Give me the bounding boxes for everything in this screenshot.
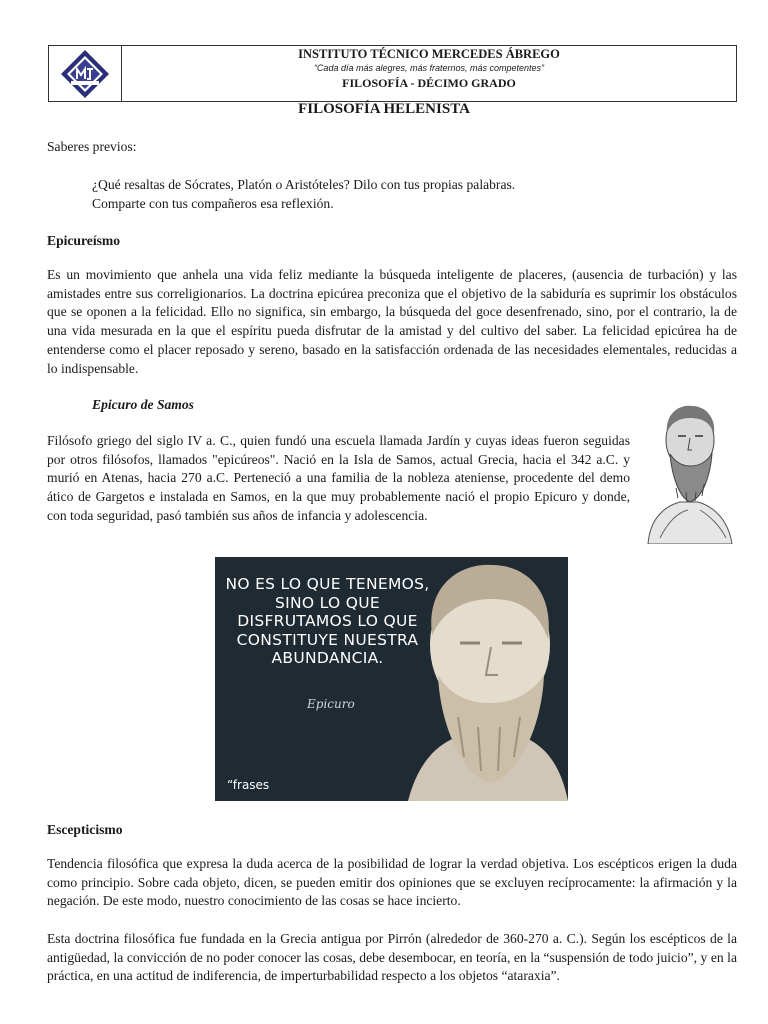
quote-text: NO ES LO QUE TENEMOS, SINO LO QUE DISFRUTAMOS LO QUE CONSTITUYE NUESTRA ABUNDANCIA.	[225, 575, 430, 667]
epicurus-heading: Epicuro de Samos	[92, 397, 194, 412]
skepticism-paragraph-2: Esta doctrina filosófica fue fundada en la Grecia antigua por Pirrón (alrededor de 360-270 a. C.). Según los escépticos de la antigüedad, la convicción de no poder conocer las cosas, debe desembocar, en teoría, en la “suspensión de todo juicio”, y en la práctica, en una actitud de indiferencia, de imperturbabilidad respecto a los objetos “ataraxia”.	[47, 931, 737, 984]
epicurus-portrait	[640, 398, 736, 544]
prior-question-2: Comparte con tus compañeros esa reflexión.	[92, 196, 334, 211]
document-title: FILOSOFÍA HELENISTA	[298, 101, 470, 117]
school-logo-icon	[59, 48, 111, 100]
epicureism-heading: Epicureísmo	[47, 233, 121, 248]
institution-motto: “Cada día más alegres, más fraternos, más competentes”	[313, 63, 545, 73]
quote-brand: “frases	[227, 778, 270, 792]
logo-cell	[49, 46, 122, 101]
skepticism-paragraph-1: Tendencia filosófica que expresa la duda acerca de la posibilidad de lograr la verdad objetiva. Los escépticos erigen la duda como principio. Sobre cada objeto, dicen, se pueden emitir dos opiniones que se excluyen recíprocamente: la afirmación y la negación. De este modo, nuestro conocimiento de las cosas se hace incierto.	[47, 856, 737, 909]
course-title: FILOSOFÍA - DÉCIMO GRADO	[342, 76, 516, 90]
institution-name: INSTITUTO TÉCNICO MERCEDES ÁBREGO	[298, 47, 560, 61]
skepticism-heading: Escepticismo	[47, 822, 123, 837]
quote-signature: Epicuro	[307, 697, 355, 711]
header-text	[122, 46, 736, 101]
epicurus-bust	[408, 557, 568, 801]
prior-question-1: ¿Qué resaltas de Sócrates, Platón o Aristóteles? Dilo con tus propias palabras.	[92, 177, 516, 192]
prior-knowledge-label: Saberes previos:	[47, 139, 137, 154]
document-header	[48, 45, 737, 102]
epicurus-paragraph: Filósofo griego del siglo IV a. C., quien fundó una escuela llamada Jardín y cuyas ideas fueron seguidas por otros filósofos, llamados "epicúreos". Nació en la Isla de Samos, actual Grecia, hacia el 342 a.C. y murió en Atenas, hacia 270 a.C. Perteneció a una familia de la nobleza ateniense, procedente del demo ático de Gargetos e instalada en Samos, en la que muy probablemente nació el propio Epicuro y donde, con toda seguridad, pasó también sus años de infancia y adolescencia.	[47, 433, 630, 523]
quote-image	[215, 557, 568, 801]
epicureism-paragraph: Es un movimiento que anhela una vida feliz mediante la búsqueda inteligente de placeres, (ausencia de turbación) y las amistades entre sus correligionarios. La doctrina epicúrea preconiza que el objetivo de la sabiduría es suprimir los obstáculos que se oponen a la felicidad. Ello no significa, sin embargo, la búsqueda del goce desenfrenado, sino, por el contrario, la de una vida mesurada en la que el espíritu pueda disfrutar de la amistad y del cultivo del saber. La felicidad epicúrea ha de entenderse como el placer reposado y sereno, basado en la satisfacción ordenada de las necesidades elementales, reducidas a lo indispensable.	[47, 267, 737, 376]
